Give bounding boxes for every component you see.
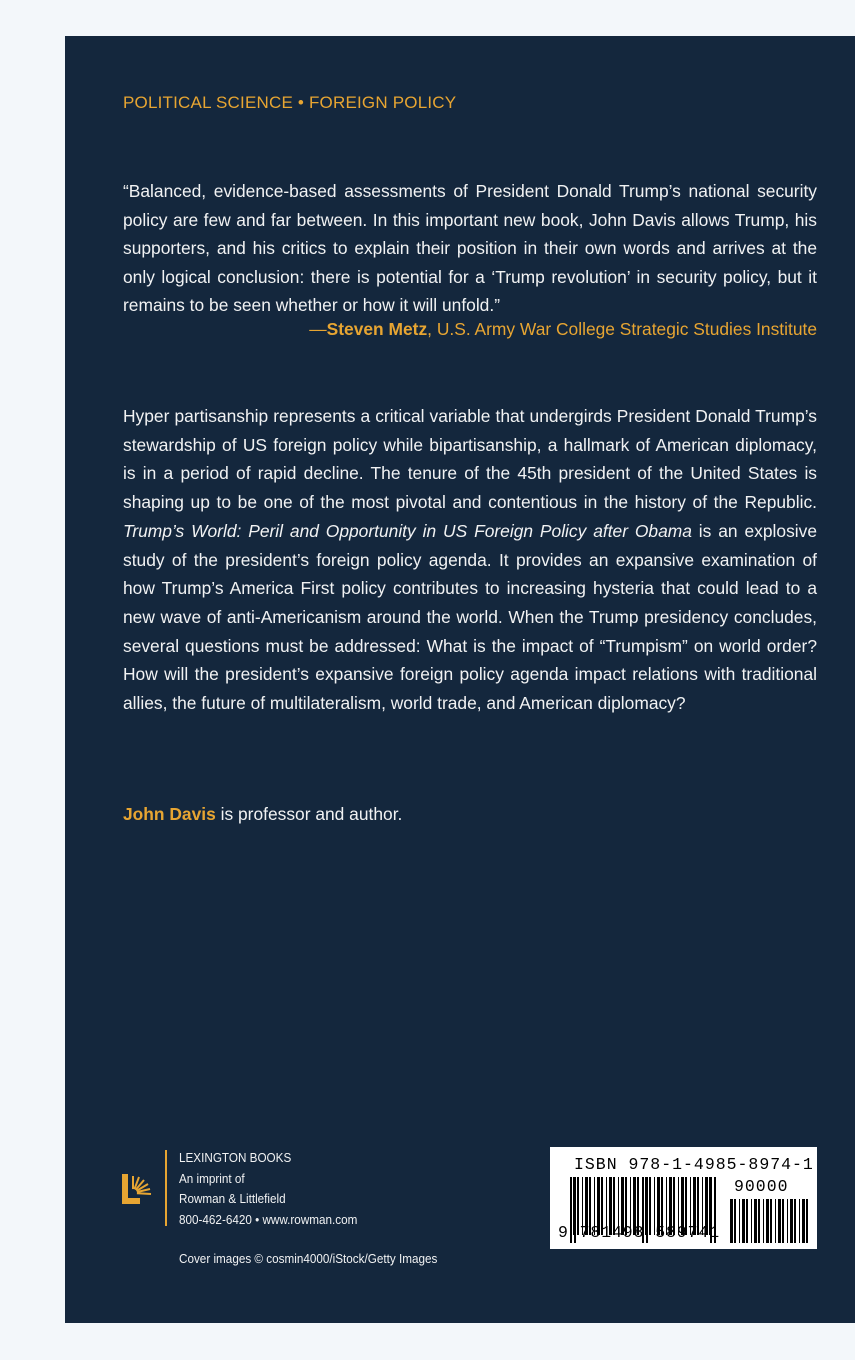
author-name: John Davis xyxy=(123,804,216,824)
publisher-info xyxy=(179,1148,357,1230)
endorser-name: Steven Metz xyxy=(326,319,428,339)
price-code: 90000 xyxy=(734,1177,789,1196)
publisher-name: LEXINGTON BOOKS xyxy=(179,1150,292,1165)
ean-digits: 9 781498 589741 xyxy=(558,1223,721,1242)
endorsement-quote: “Balanced, evidence-based assessments of President Donald Trump’s national security policy are few and far between. In this important new book, John Davis allows Trump, his supporters, and his critics to explain their position in their own words and arrives at the only logical conclusion: there is potential for a ‘Trump revolution’ in security policy, but it remains to be seen whether or how it will unfold.” xyxy=(123,181,817,316)
publisher-imprint-line: An imprint of xyxy=(179,1170,245,1186)
publisher-contact: 800-462-6420 • www.rowman.com xyxy=(179,1211,358,1227)
cover-image-credit: Cover images © cosmin4000/iStock/Getty Images xyxy=(179,1251,438,1266)
back-cover xyxy=(65,36,855,1323)
lexington-logo-icon xyxy=(120,1166,154,1208)
description-part-2: is an explosive study of the president’s foreign policy agenda. It provides an expansive examination of how Trump’s America First policy contributes to increasing hysteria that could lead to a new wave of anti-Americanism around the world. When the Trump presidency concludes, several questions must be addressed: What is the impact of “Trumpism” on world order? How will the president’s expansive foreign policy agenda impact relations with traditional allies, the future of multilateralism, world trade, and American diplomacy? xyxy=(123,520,817,714)
category-label: POLITICAL SCIENCE • FOREIGN POLICY xyxy=(123,93,457,112)
endorser-affiliation: , U.S. Army War College Strategic Studies Institute xyxy=(427,319,817,339)
book-description xyxy=(123,402,817,718)
isbn-text: ISBN 978-1-4985-8974-1 xyxy=(574,1155,814,1174)
attribution-dash: — xyxy=(309,319,327,339)
book-title: Trump’s World: Peril and Opportunity in US Foreign Policy after Obama xyxy=(123,520,692,541)
logo-divider xyxy=(165,1150,167,1226)
description-part-1: Hyper partisanship represents a critical variable that undergirds President Donald Trump’s stewardship of US foreign policy while bipartisanship, a hallmark of American diplomacy, is in a period of rapid decline. The tenure of the 45th president of the United States is shaping up to be one of the most pivotal and contentious in the history of the Republic. xyxy=(123,406,817,513)
isbn-barcode xyxy=(550,1147,817,1249)
publisher-parent: Rowman & Littlefield xyxy=(179,1191,286,1206)
author-bio-text: is professor and author. xyxy=(215,804,403,824)
author-bio xyxy=(123,804,402,825)
endorsement-attribution xyxy=(309,319,817,340)
